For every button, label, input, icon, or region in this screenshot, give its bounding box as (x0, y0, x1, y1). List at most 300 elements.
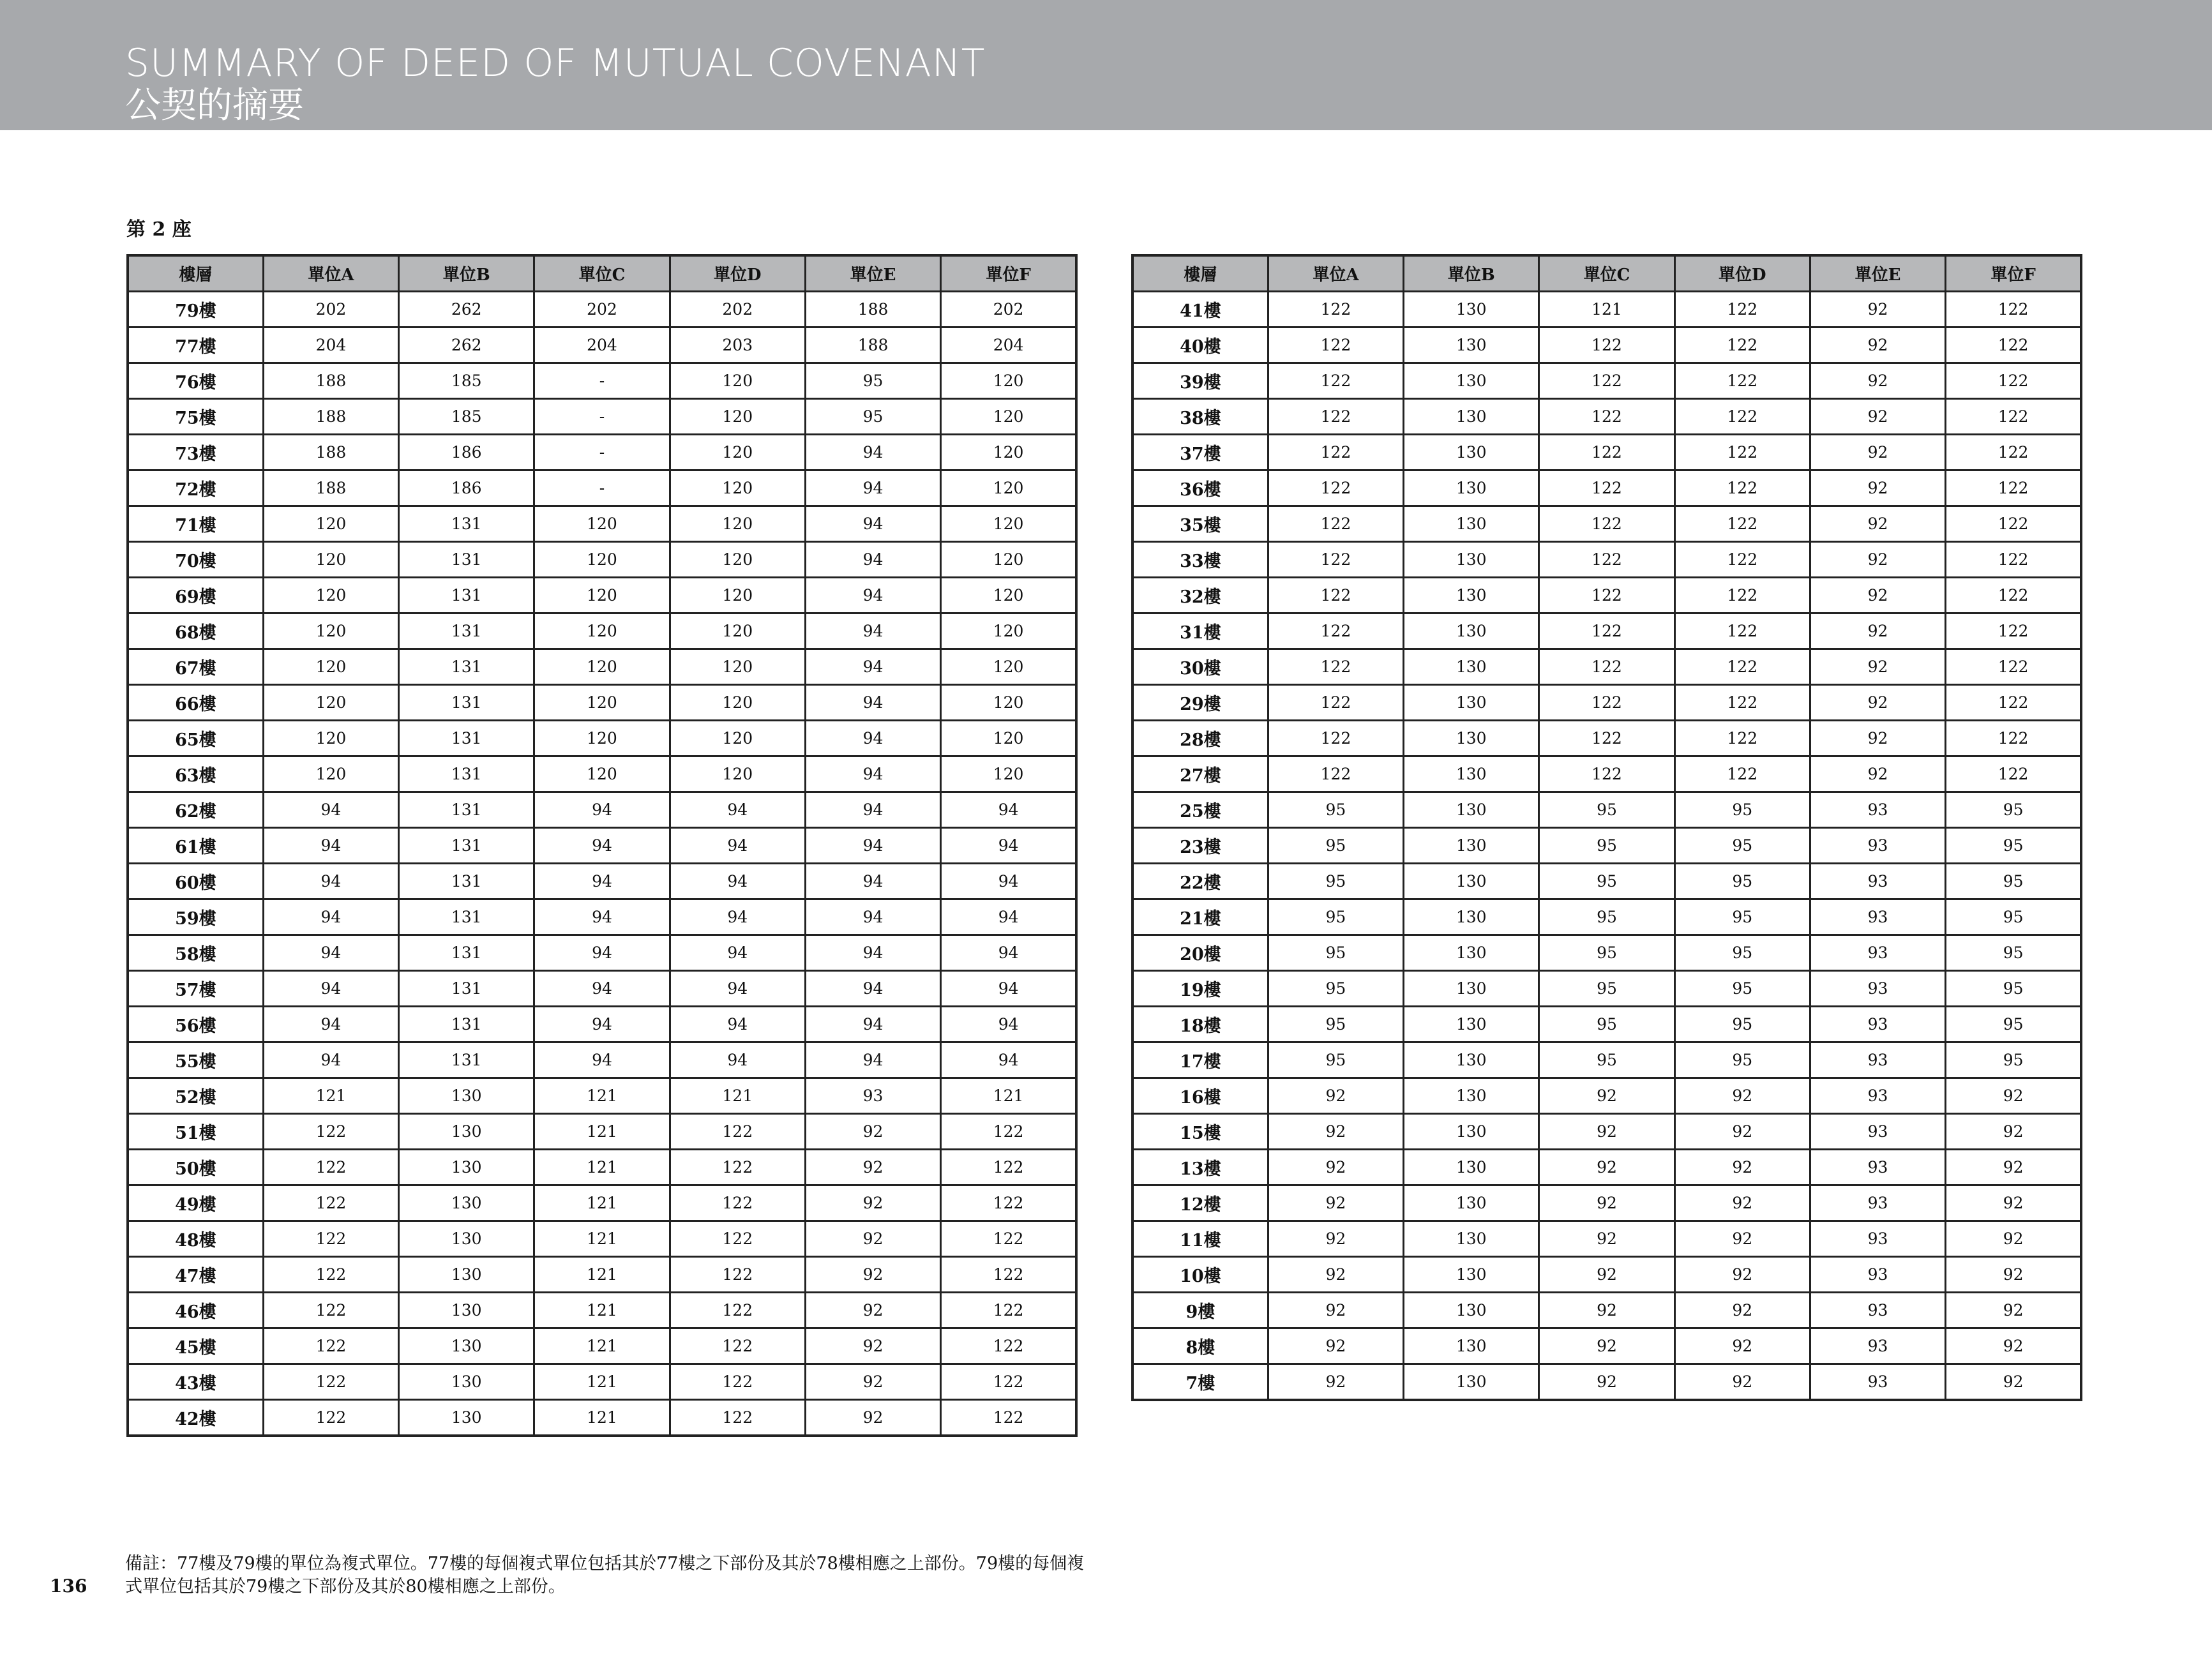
share-cell: 94 (534, 828, 670, 864)
share-cell: 188 (263, 363, 398, 399)
share-cell: 92 (1539, 1257, 1674, 1293)
share-cell: 122 (1674, 721, 1810, 756)
share-cell: 202 (670, 292, 805, 327)
floor-cell: 48樓 (128, 1221, 263, 1257)
share-cell: 93 (1810, 1150, 1945, 1185)
column-header-unit: 單位A (263, 255, 398, 292)
share-cell: 95 (1946, 899, 2081, 935)
share-cell: 122 (1946, 470, 2081, 506)
share-cell: 92 (1268, 1150, 1403, 1185)
share-cell: 92 (805, 1364, 940, 1400)
floor-cell: 50樓 (128, 1150, 263, 1185)
share-cell: 122 (1946, 578, 2081, 613)
share-cell: 122 (263, 1400, 398, 1436)
header-title-en: SUMMARY OF DEED OF MUTUAL COVENANT (125, 41, 986, 86)
share-cell: 121 (1539, 292, 1674, 327)
share-cell: 122 (1946, 721, 2081, 756)
table-row (128, 542, 1076, 578)
share-cell: 122 (1268, 506, 1403, 542)
table-row (1132, 1007, 2081, 1042)
table-row (128, 649, 1076, 685)
share-cell: 122 (1946, 506, 2081, 542)
share-cell: 95 (1946, 1042, 2081, 1078)
share-cell: 92 (805, 1150, 940, 1185)
share-cell: 122 (263, 1364, 398, 1400)
share-cell: 120 (670, 578, 805, 613)
share-cell: 94 (263, 899, 398, 935)
share-cell: 262 (399, 327, 534, 363)
share-cell: 92 (805, 1221, 940, 1257)
share-cell: 92 (1674, 1257, 1810, 1293)
share-cell: 94 (805, 971, 940, 1007)
share-cell: 122 (1539, 542, 1674, 578)
share-cell: 121 (534, 1078, 670, 1114)
share-cell: 121 (534, 1364, 670, 1400)
column-header-floor: 樓層 (1132, 255, 1268, 292)
table-row (128, 435, 1076, 470)
share-cell: 130 (399, 1364, 534, 1400)
share-cell: 92 (805, 1114, 940, 1150)
share-cell: 122 (1268, 613, 1403, 649)
share-cell: 94 (805, 613, 940, 649)
share-cell: 122 (941, 1400, 1076, 1436)
share-cell: 94 (534, 971, 670, 1007)
share-cell: 121 (534, 1221, 670, 1257)
share-cell: 92 (1810, 613, 1945, 649)
share-cell: 131 (399, 1042, 534, 1078)
column-header-unit: 單位E (805, 255, 940, 292)
share-cell: 95 (1539, 935, 1674, 971)
share-cell: 92 (1946, 1078, 2081, 1114)
share-cell: 122 (1268, 292, 1403, 327)
share-cell: 92 (1810, 435, 1945, 470)
share-cell: 130 (399, 1221, 534, 1257)
floor-cell: 40樓 (1132, 327, 1268, 363)
share-cell: 204 (263, 327, 398, 363)
share-cell: 130 (399, 1114, 534, 1150)
floor-cell: 33樓 (1132, 542, 1268, 578)
floor-cell: 77樓 (128, 327, 263, 363)
share-cell: 186 (399, 435, 534, 470)
share-cell: 121 (534, 1150, 670, 1185)
table-row (128, 1078, 1076, 1114)
share-cell: 92 (1810, 292, 1945, 327)
floor-cell: 37樓 (1132, 435, 1268, 470)
table-row (1132, 1042, 2081, 1078)
floor-cell: 63樓 (128, 756, 263, 792)
share-cell: 122 (1674, 470, 1810, 506)
floor-cell: 45樓 (128, 1328, 263, 1364)
floor-cell: 56樓 (128, 1007, 263, 1042)
share-cell: 94 (534, 864, 670, 899)
share-cell: 120 (263, 756, 398, 792)
share-cell: 94 (670, 1042, 805, 1078)
share-cell: 122 (1674, 399, 1810, 435)
floor-cell: 30樓 (1132, 649, 1268, 685)
section-label: 第 2 座 (126, 218, 192, 241)
share-cell: 122 (670, 1364, 805, 1400)
table-row (1132, 399, 2081, 435)
table-row (1132, 899, 2081, 935)
share-cell: 120 (941, 685, 1076, 721)
floor-cell: 52樓 (128, 1078, 263, 1114)
floor-cell: 67樓 (128, 649, 263, 685)
table-row (1132, 1221, 2081, 1257)
share-cell: 120 (534, 721, 670, 756)
share-cell: 120 (263, 578, 398, 613)
share-cell: 130 (1404, 685, 1539, 721)
table-row (128, 1042, 1076, 1078)
floor-cell: 20樓 (1132, 935, 1268, 971)
share-cell: 122 (670, 1328, 805, 1364)
share-cell: 130 (1404, 971, 1539, 1007)
share-cell: 122 (1539, 506, 1674, 542)
floor-cell: 31樓 (1132, 613, 1268, 649)
share-cell: 131 (399, 721, 534, 756)
floor-cell: 22樓 (1132, 864, 1268, 899)
share-cell: 120 (670, 756, 805, 792)
floor-cell: 75樓 (128, 399, 263, 435)
share-cell: 122 (670, 1221, 805, 1257)
share-cell: 120 (263, 721, 398, 756)
share-cell: 130 (399, 1078, 534, 1114)
share-cell: 188 (805, 327, 940, 363)
floor-cell: 51樓 (128, 1114, 263, 1150)
share-cell: 122 (1539, 649, 1674, 685)
floor-cell: 32樓 (1132, 578, 1268, 613)
share-cell: 95 (1268, 1042, 1403, 1078)
share-cell: 185 (399, 363, 534, 399)
share-cell: 94 (670, 971, 805, 1007)
share-cell: 122 (941, 1150, 1076, 1185)
floor-cell: 28樓 (1132, 721, 1268, 756)
floor-cell: 38樓 (1132, 399, 1268, 435)
share-cell: 94 (805, 792, 940, 828)
column-header-unit: 單位B (1404, 255, 1539, 292)
share-cell: 186 (399, 470, 534, 506)
share-cell: 94 (805, 649, 940, 685)
table-body (128, 292, 1076, 1436)
floor-cell: 21樓 (1132, 899, 1268, 935)
share-cell: - (534, 399, 670, 435)
share-cell: 95 (1268, 899, 1403, 935)
floor-cell: 15樓 (1132, 1114, 1268, 1150)
share-cell: 92 (1674, 1328, 1810, 1364)
share-cell: 94 (805, 578, 940, 613)
table-row (1132, 1328, 2081, 1364)
share-cell: 130 (1404, 1293, 1539, 1328)
share-cell: 122 (263, 1185, 398, 1221)
share-cell: 130 (1404, 792, 1539, 828)
share-cell: 92 (1946, 1185, 2081, 1221)
share-cell: 262 (399, 292, 534, 327)
share-cell: 130 (399, 1328, 534, 1364)
share-cell: 93 (1810, 828, 1945, 864)
table-row (1132, 1150, 2081, 1185)
share-cell: 122 (263, 1114, 398, 1150)
table-row (1132, 649, 2081, 685)
table-row (128, 1293, 1076, 1328)
table-row (128, 864, 1076, 899)
share-cell: 94 (670, 792, 805, 828)
share-cell: 202 (534, 292, 670, 327)
share-cell: 122 (1946, 756, 2081, 792)
share-cell: 93 (1810, 1114, 1945, 1150)
share-cell: 92 (1674, 1078, 1810, 1114)
share-cell: 122 (941, 1364, 1076, 1400)
column-header-unit: 單位C (534, 255, 670, 292)
share-cell: 92 (1810, 470, 1945, 506)
share-cell: 94 (670, 899, 805, 935)
share-cell: 92 (1674, 1221, 1810, 1257)
table-header-row (128, 255, 1076, 292)
share-cell: 92 (1539, 1364, 1674, 1401)
share-cell: 122 (1539, 470, 1674, 506)
table-row (1132, 435, 2081, 470)
share-cell: 120 (941, 756, 1076, 792)
table-row (1132, 506, 2081, 542)
share-cell: 92 (1268, 1257, 1403, 1293)
share-cell: 95 (1539, 828, 1674, 864)
share-cell: 93 (805, 1078, 940, 1114)
share-cell: 122 (941, 1293, 1076, 1328)
share-cell: 120 (941, 578, 1076, 613)
share-cell: 122 (1946, 363, 2081, 399)
column-header-unit: 單位D (670, 255, 805, 292)
share-cell: 92 (1810, 399, 1945, 435)
share-cell: 122 (1946, 435, 2081, 470)
share-cell: 94 (670, 1007, 805, 1042)
share-cell: 122 (1268, 327, 1403, 363)
share-cell: 130 (1404, 578, 1539, 613)
share-cell: 122 (263, 1328, 398, 1364)
share-cell: 94 (670, 828, 805, 864)
table-row (128, 721, 1076, 756)
share-cell: 93 (1810, 1221, 1945, 1257)
floor-cell: 9樓 (1132, 1293, 1268, 1328)
share-cell: 95 (1268, 935, 1403, 971)
floor-cell: 17樓 (1132, 1042, 1268, 1078)
table-row (128, 935, 1076, 971)
share-cell: 120 (670, 685, 805, 721)
floor-cell: 70樓 (128, 542, 263, 578)
share-cell: 92 (1810, 506, 1945, 542)
share-cell: 120 (670, 506, 805, 542)
floor-cell: 12樓 (1132, 1185, 1268, 1221)
page-number: 136 (50, 1575, 87, 1597)
share-cell: 93 (1810, 1257, 1945, 1293)
table-row (128, 828, 1076, 864)
share-cell: 95 (1674, 935, 1810, 971)
share-cell: 130 (399, 1293, 534, 1328)
share-cell: 130 (1404, 649, 1539, 685)
share-cell: 95 (1268, 1007, 1403, 1042)
table-row (1132, 1185, 2081, 1221)
share-cell: 122 (1946, 613, 2081, 649)
floor-cell: 11樓 (1132, 1221, 1268, 1257)
share-cell: 130 (1404, 1185, 1539, 1221)
share-cell: 92 (1268, 1114, 1403, 1150)
share-cell: 202 (263, 292, 398, 327)
share-cell: 120 (534, 542, 670, 578)
share-cell: 130 (1404, 828, 1539, 864)
share-cell: 122 (1268, 578, 1403, 613)
table-header-row (1132, 255, 2081, 292)
share-cell: 94 (263, 971, 398, 1007)
share-cell: 121 (534, 1185, 670, 1221)
floor-cell: 35樓 (1132, 506, 1268, 542)
share-cell: 204 (941, 327, 1076, 363)
table-row (128, 1400, 1076, 1436)
share-cell: 92 (1539, 1293, 1674, 1328)
share-cell: 94 (670, 935, 805, 971)
share-cell: 122 (1539, 363, 1674, 399)
share-cell: 92 (1674, 1185, 1810, 1221)
floor-cell: 43樓 (128, 1364, 263, 1400)
floor-cell: 36樓 (1132, 470, 1268, 506)
table-row (128, 1221, 1076, 1257)
share-cell: 131 (399, 649, 534, 685)
share-cell: 202 (941, 292, 1076, 327)
share-cell: 122 (263, 1257, 398, 1293)
share-cell: 122 (670, 1150, 805, 1185)
floor-cell: 62樓 (128, 792, 263, 828)
floor-cell: 42樓 (128, 1400, 263, 1436)
share-cell: 95 (1946, 828, 2081, 864)
floor-cell: 72樓 (128, 470, 263, 506)
share-cell: 95 (1268, 792, 1403, 828)
share-cell: 94 (805, 1042, 940, 1078)
share-cell: 92 (1268, 1221, 1403, 1257)
share-cell: 188 (263, 399, 398, 435)
share-cell: 94 (941, 864, 1076, 899)
table-row (1132, 542, 2081, 578)
share-cell: 92 (1946, 1257, 2081, 1293)
share-cell: 95 (1539, 971, 1674, 1007)
share-cell: 95 (1946, 935, 2081, 971)
floor-cell: 19樓 (1132, 971, 1268, 1007)
share-cell: 92 (1810, 685, 1945, 721)
share-cell: 121 (534, 1114, 670, 1150)
table-row (1132, 1364, 2081, 1401)
share-cell: 120 (534, 506, 670, 542)
share-cell: 94 (805, 721, 940, 756)
share-cell: 188 (805, 292, 940, 327)
share-cell: 122 (1674, 435, 1810, 470)
share-cell: 94 (263, 864, 398, 899)
table-row (128, 971, 1076, 1007)
share-cell: 92 (1810, 363, 1945, 399)
share-cell: 94 (805, 685, 940, 721)
share-cell: 120 (941, 399, 1076, 435)
share-cell: 188 (263, 470, 398, 506)
share-cell: 130 (1404, 470, 1539, 506)
share-cell: 92 (805, 1328, 940, 1364)
share-cell: 122 (941, 1221, 1076, 1257)
share-cell: 94 (534, 1007, 670, 1042)
share-cell: 122 (263, 1150, 398, 1185)
table-row (1132, 363, 2081, 399)
share-cell: 130 (1404, 1221, 1539, 1257)
share-cell: 94 (534, 899, 670, 935)
share-cell: 94 (805, 828, 940, 864)
share-cell: 120 (941, 542, 1076, 578)
share-cell: 92 (1674, 1293, 1810, 1328)
share-cell: 121 (534, 1293, 670, 1328)
share-cell: 93 (1810, 1007, 1945, 1042)
share-cell: 94 (941, 935, 1076, 971)
share-cell: 121 (534, 1400, 670, 1436)
share-cell: 92 (1946, 1150, 2081, 1185)
table-row (1132, 828, 2081, 864)
share-cell: 122 (1674, 578, 1810, 613)
share-cell: 122 (1268, 399, 1403, 435)
share-cell: 122 (1268, 685, 1403, 721)
share-cell: 122 (1268, 649, 1403, 685)
share-cell: 130 (399, 1150, 534, 1185)
share-cell: 130 (1404, 935, 1539, 971)
share-cell: 94 (805, 935, 940, 971)
share-cell: 95 (1946, 1007, 2081, 1042)
share-cell: 95 (1674, 864, 1810, 899)
share-cell: 120 (670, 399, 805, 435)
floor-cell: 76樓 (128, 363, 263, 399)
column-header-unit: 單位F (1946, 255, 2081, 292)
table-row (128, 1150, 1076, 1185)
share-cell: 122 (263, 1221, 398, 1257)
share-cell: 120 (941, 435, 1076, 470)
share-cell: - (534, 470, 670, 506)
floor-cell: 25樓 (1132, 792, 1268, 828)
table-row (128, 1185, 1076, 1221)
share-cell: 93 (1810, 935, 1945, 971)
table-row (1132, 721, 2081, 756)
share-cell: 120 (534, 649, 670, 685)
share-cell: 95 (1674, 1042, 1810, 1078)
share-cell: 122 (1674, 506, 1810, 542)
floor-cell: 8樓 (1132, 1328, 1268, 1364)
share-cell: 122 (941, 1328, 1076, 1364)
share-cell: 92 (1946, 1221, 2081, 1257)
table-row (128, 578, 1076, 613)
column-header-unit: 單位A (1268, 255, 1403, 292)
share-cell: 92 (805, 1400, 940, 1436)
share-cell: 131 (399, 828, 534, 864)
share-cell: 95 (1268, 971, 1403, 1007)
share-cell: 120 (263, 506, 398, 542)
table-row (1132, 1114, 2081, 1150)
share-cell: 94 (805, 506, 940, 542)
share-cell: 120 (941, 649, 1076, 685)
share-cell: 122 (670, 1185, 805, 1221)
share-cell: 120 (670, 363, 805, 399)
floor-cell: 13樓 (1132, 1150, 1268, 1185)
share-cell: 122 (1674, 327, 1810, 363)
share-cell: 95 (1946, 864, 2081, 899)
share-cell: 94 (805, 756, 940, 792)
share-cell: 122 (941, 1185, 1076, 1221)
share-cell: 92 (805, 1257, 940, 1293)
floor-cell: 46樓 (128, 1293, 263, 1328)
share-cell: 122 (1674, 649, 1810, 685)
share-cell: 131 (399, 506, 534, 542)
share-cell: 130 (1404, 542, 1539, 578)
table-row (1132, 685, 2081, 721)
floor-cell: 7樓 (1132, 1364, 1268, 1401)
share-cell: 122 (670, 1257, 805, 1293)
share-cell: 93 (1810, 1364, 1945, 1401)
header-band (0, 0, 2212, 130)
